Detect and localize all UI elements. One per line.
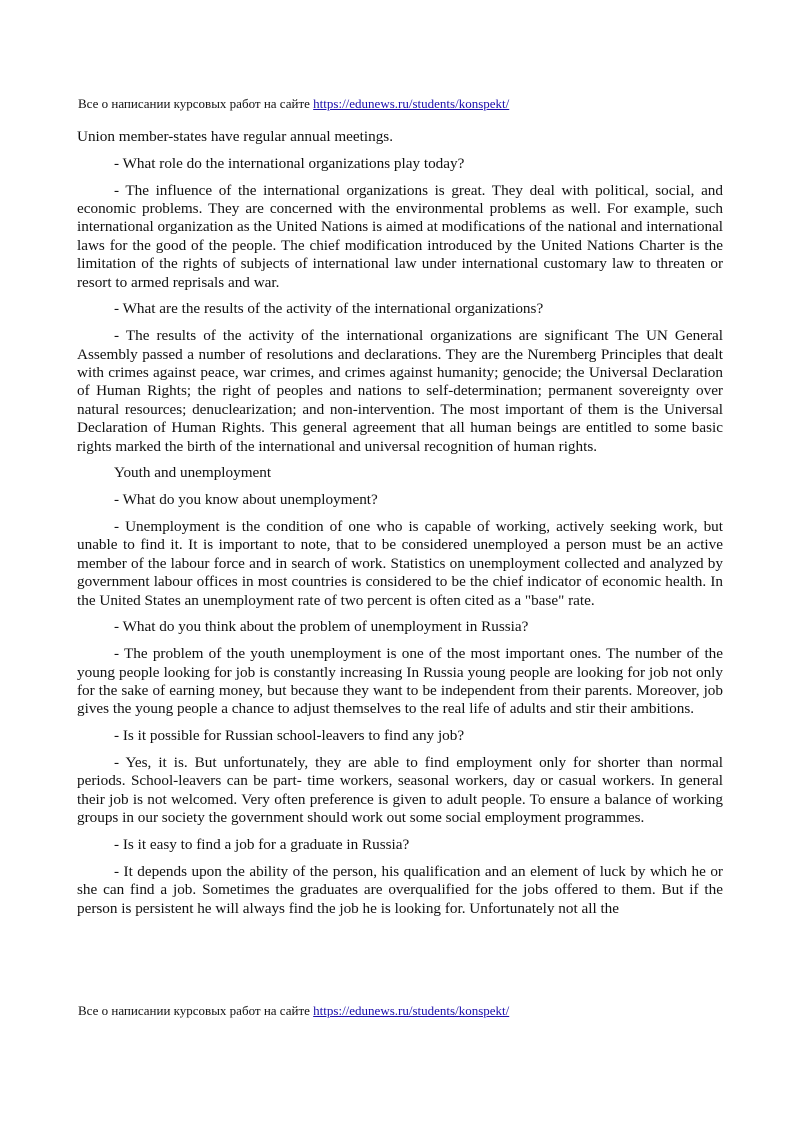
answer-paragraph: - The problem of the youth unemployment is one of the most important ones. The number of the young people looking for job is constantly increasing In Russia young people are looking for job not only for the sake of earning money, but because they want to be independent from their parents. Moreover, job gives the young people a chance to adjust themselves to the real life of adults and stir their ambitions. (77, 645, 723, 718)
page-header (78, 96, 509, 112)
question-paragraph: - Is it possible for Russian school-leavers to find any job? (114, 727, 465, 745)
section-heading: Youth and unemployment (114, 464, 272, 482)
answer-paragraph: - Yes, it is. But unfortunately, they are able to find employment only for shorter than normal periods. School-leavers can be part- time workers, seasonal workers, day or casual workers. In general their job is not welcomed. Very often preference is given to adult people. To ensure a balance of working groups in our society the government should work out some social employment programmes. (77, 754, 723, 827)
question-paragraph: - What are the results of the activity of the international organizations? (114, 300, 544, 318)
header-text: Все о написании курсовых работ на сайте (78, 96, 314, 111)
header-link[interactable]: https://edunews.ru/students/konspekt/ (313, 96, 510, 111)
answer-paragraph: - It depends upon the ability of the person, his qualification and an element of luck by which he or she can find a job. Sometimes the graduates are overqualified for the jobs offered to them. But if the person is persistent he will always find the job he is looking for. Unfortunately not all the (77, 862, 723, 917)
paragraph: Union member-states have regular annual meetings. (77, 128, 393, 145)
answer-paragraph: - The influence of the international organizations is great. They deal with political, social, and economic problems. They are concerned with the environmental problems as well. For example, such international organization as the United Nations is aimed at modifications of the national and international laws for the good of the people. The chief modification introduced by the United Nations Charter is the limitation of the rights of subjects of international law under international customary law to threaten or resort to armed reprisals and war. (77, 181, 723, 291)
document-body (77, 128, 723, 927)
question-paragraph: - What role do the international organizations play today? (114, 154, 465, 172)
page-footer (78, 1003, 509, 1019)
footer-text: Все о написании курсовых работ на сайте (78, 1003, 314, 1018)
answer-paragraph: - The results of the activity of the international organizations are significant The UN General Assembly passed a number of resolutions and declarations. They are the Nuremberg Principles that dealt with crimes against peace, war crimes, and crimes against humanity; genocide; the Universal Declaration of Human Rights; the right of peoples and nations to self-determination; permanent sovereignty over natural resources; denuclearization; and non-intervention. The most important of them is the Universal Declaration of Human Rights. This general agreement that all human beings are entitled to some basic rights marked the birth of the international and universal recognition of human rights. (77, 327, 723, 455)
question-paragraph: - Is it easy to find a job for a graduate in Russia? (114, 836, 410, 854)
question-paragraph: - What do you know about unemployment? (114, 491, 378, 509)
answer-paragraph: - Unemployment is the condition of one who is capable of working, actively seeking work, but unable to find it. It is important to note, that to be considered unemployed a person must be an active member of the labour force and in search of work. Statistics on unemployment collected and analyzed by government labour offices in most countries is considered to be the chief indicator of economic health. In the United States an unemployment rate of two percent is often cited as a "base" rate. (77, 518, 723, 609)
footer-link[interactable]: https://edunews.ru/students/konspekt/ (313, 1003, 510, 1018)
question-paragraph: - What do you think about the problem of unemployment in Russia? (114, 618, 529, 636)
